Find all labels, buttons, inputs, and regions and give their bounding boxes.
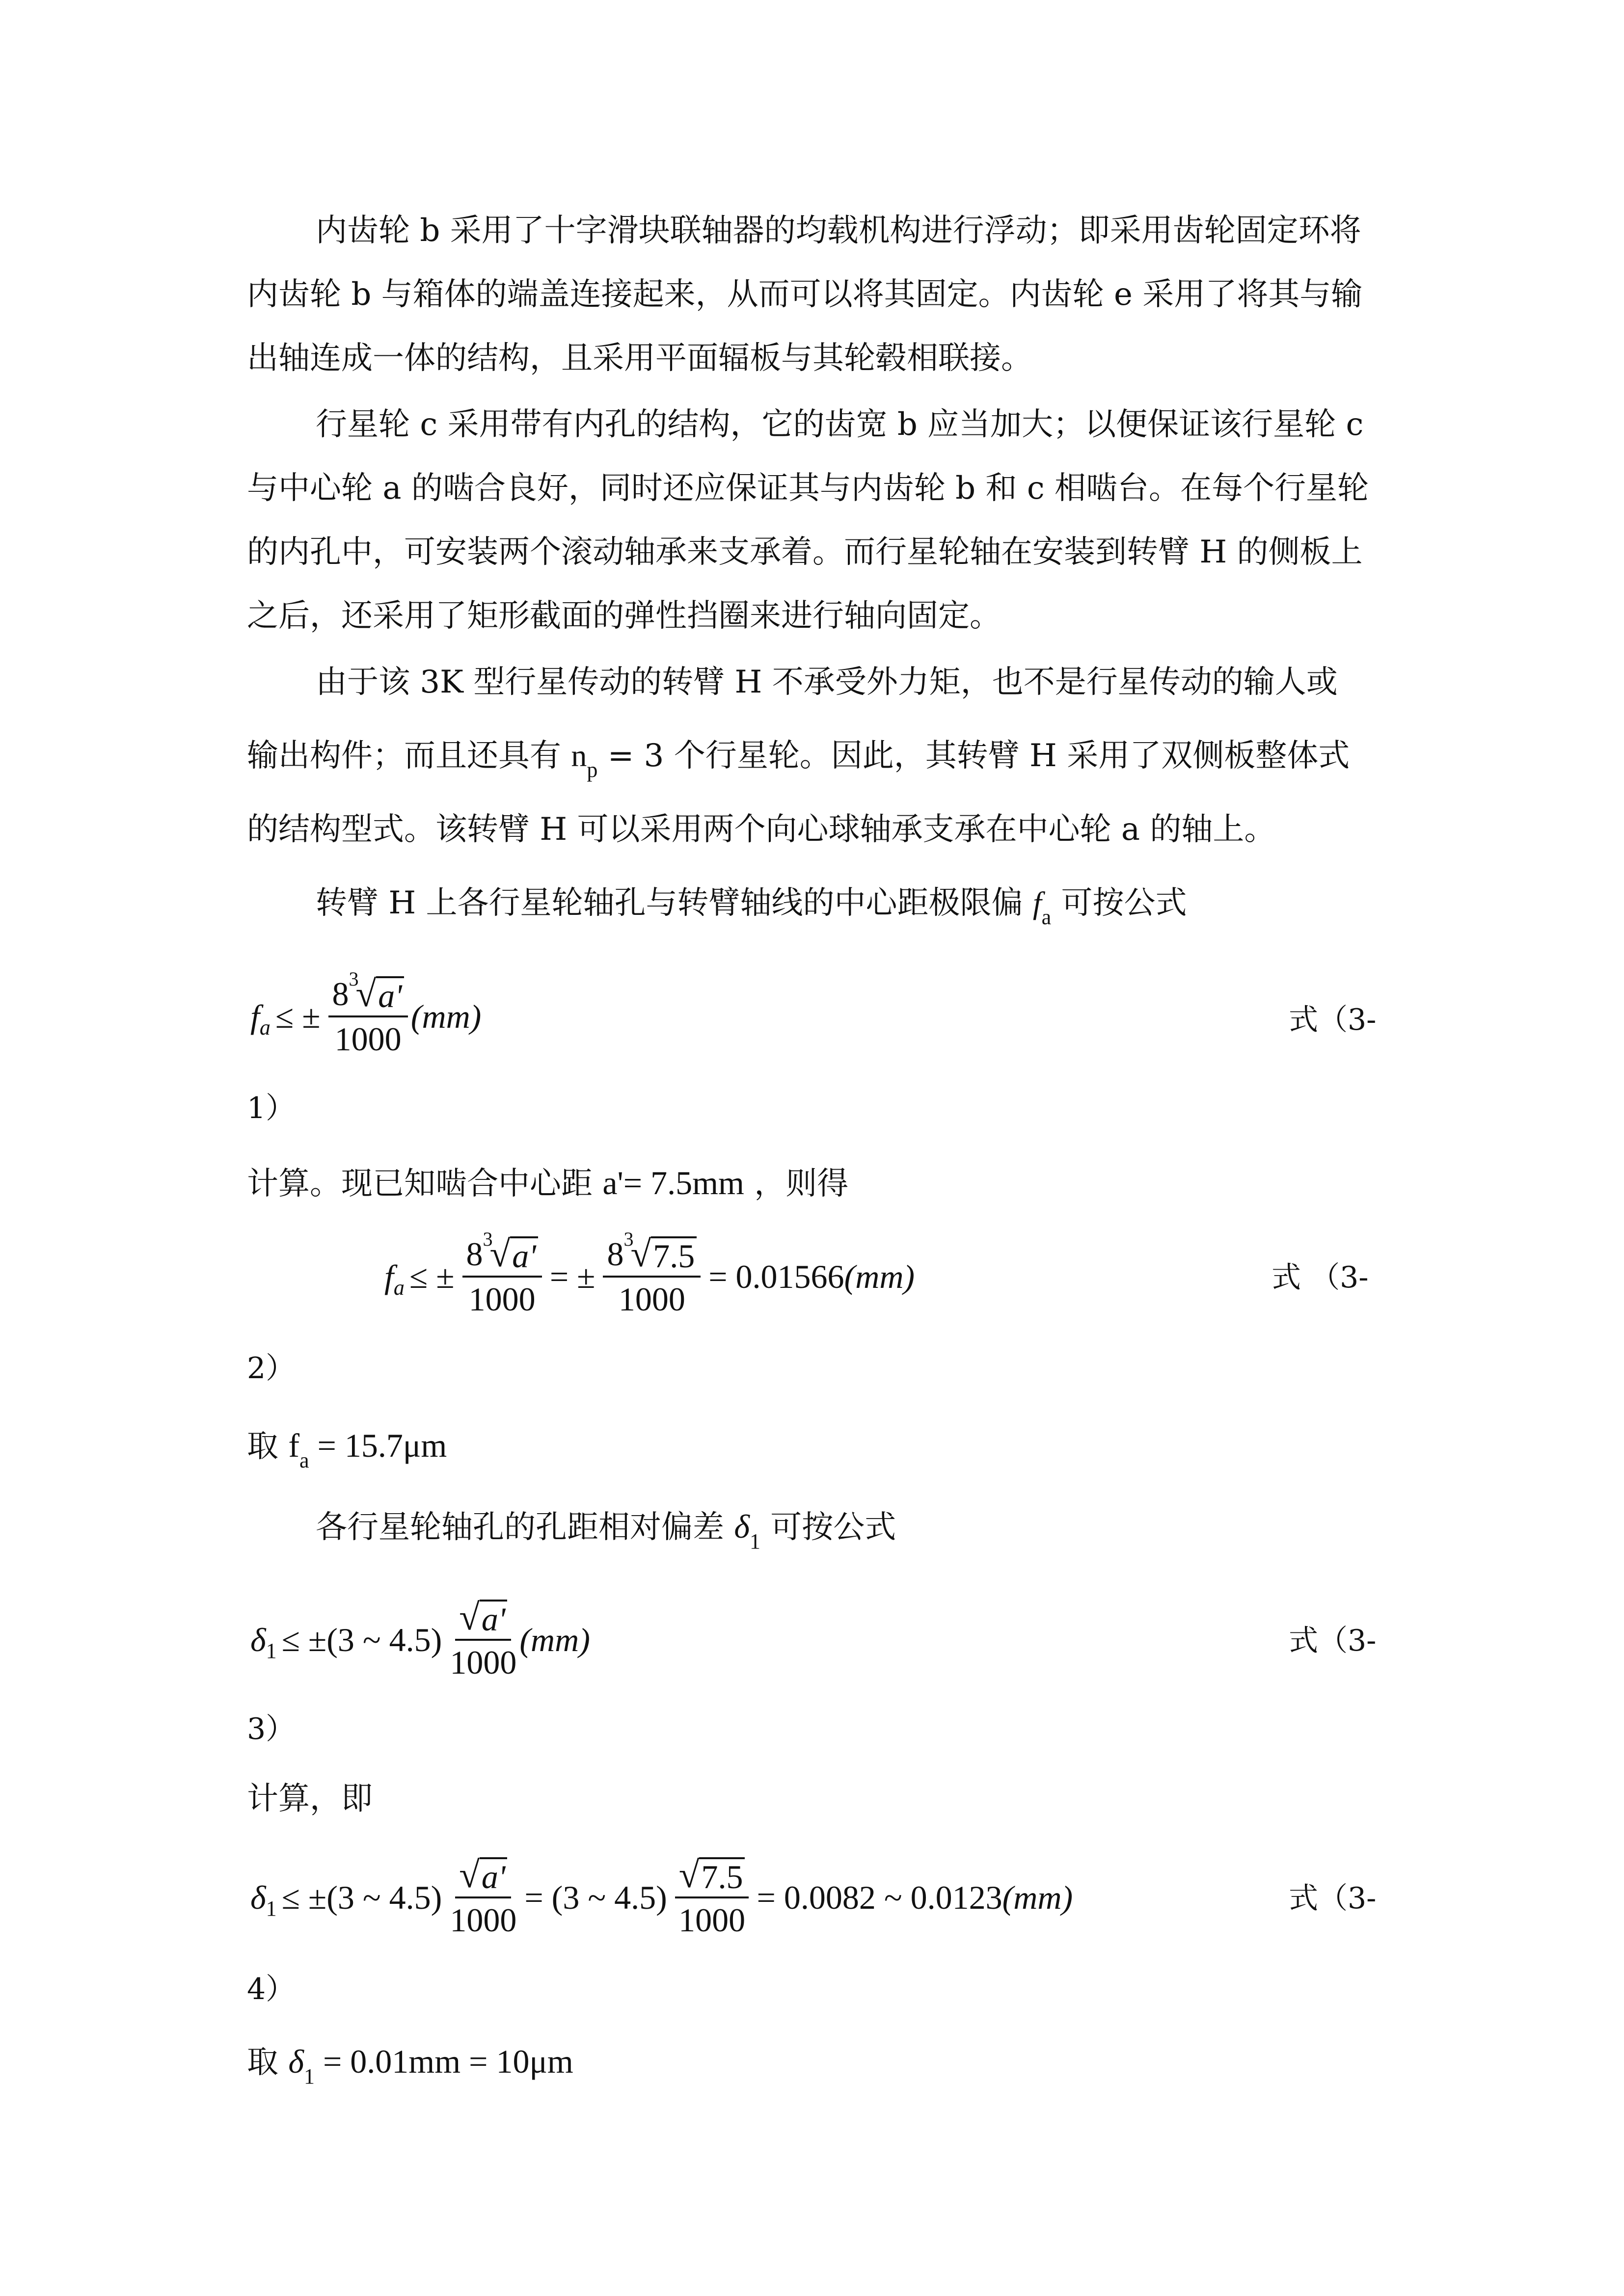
eq3-number-cont: 3） <box>247 1712 296 1746</box>
eq4-root-arg-2: 7.5 <box>699 1857 745 1895</box>
eq2-coef-1: 8 <box>466 1235 483 1273</box>
delta1-symbol <box>734 1508 760 1553</box>
eq1-root-index: 3 <box>349 968 359 990</box>
radical-sign: √ <box>489 1233 511 1275</box>
eq2-result: = 0.01566 <box>708 1257 844 1295</box>
eq2-fraction-1 <box>462 1228 542 1319</box>
eq4-numerator-1 <box>455 1855 511 1898</box>
take1-text: 取 <box>247 1428 278 1465</box>
paragraph-5-text-a: 各行星轮轴孔的孔距相对偏差 <box>316 1509 724 1546</box>
eq1-coef: 8 <box>332 975 349 1013</box>
radical-sign: √ <box>459 1854 480 1896</box>
eq2-root-arg-1: a' <box>510 1236 538 1274</box>
eq3-number: 式（3- <box>1289 1624 1377 1658</box>
eq3-sqrt <box>459 1598 507 1637</box>
calc1-text-a: 计算。现已知啮合中心距 <box>247 1166 593 1202</box>
paragraph-3-line-3: 的结构型式。该转臂 H 可以采用两个向心球轴承支承在中心轮 a 的轴上。 <box>247 811 1276 848</box>
eq1-numerator <box>328 968 408 1017</box>
eq3-numerator <box>455 1598 511 1641</box>
equation-3-4 <box>250 1855 1073 1940</box>
eq2-denominator-2: 1000 <box>618 1281 685 1318</box>
eq2-relation: ≤ ± <box>409 1257 455 1295</box>
paragraph-1: 内齿轮 b 采用了十字滑块联轴器的均载机构进行浮动；即采用齿轮固定环将内齿轮 b 与箱体的端盖连接起来，从而可以将其固定。内齿轮 e 采用了将其与输出轴连成一体的结构，且采用平面辐板与其轮毂相联接。 <box>247 213 1363 376</box>
take1-sym: f <box>288 1427 299 1464</box>
eq1-denominator: 1000 <box>334 1020 402 1058</box>
radical-sign: √ <box>355 973 377 1015</box>
paragraph-3-line-2 <box>247 731 1350 784</box>
paragraph-2: 行星轮 c 采用带有内孔的结构，它的齿宽 b 应当加大；以便保证该行星轮 c 与中心轮 a 的啮合良好，同时还应保证其与内齿轮 b 和 c 相啮台。在每个行星轮的内孔中，可安装两个滚动轴承来支承着。而行星轮轴在安装到转臂 H 的侧板上之后，还采用了矩形截面的弹性挡圈来进行轴向固定。 <box>247 406 1369 634</box>
eq1-fraction <box>328 968 408 1059</box>
take-delta1 <box>247 2037 573 2090</box>
radical-sign: √ <box>678 1854 700 1896</box>
equation-3-2 <box>384 1228 915 1319</box>
eq4-fraction-1 <box>450 1855 516 1940</box>
eq4-root-arg-1: a' <box>480 1857 508 1895</box>
eq2-lhs: f <box>384 1257 394 1295</box>
eq1-relation: ≤ ± <box>275 997 321 1035</box>
eq1-unit: (mm) <box>410 997 482 1035</box>
take2-expression <box>288 2043 573 2088</box>
eq4-mid: = (3 ~ 4.5) <box>524 1878 667 1916</box>
eq1-cube-root <box>349 968 404 1015</box>
paragraph-5-text-b: 可按公式 <box>770 1509 896 1546</box>
np-subscript: p <box>587 758 598 782</box>
eq4-lhs-sub: 1 <box>266 1896 277 1921</box>
eq2-cube-root-1 <box>483 1228 538 1275</box>
eq2-root-index-2: 3 <box>623 1228 634 1250</box>
eq4-denominator-2: 1000 <box>678 1901 746 1939</box>
calc1-text-b: ，则得 <box>754 1166 849 1202</box>
paragraph-3-text-a: 输出构件；而且还具有 <box>247 738 561 774</box>
fa-subscript: a <box>1041 905 1052 929</box>
take1-expression <box>288 1427 447 1472</box>
take1-value: = 15.7μm <box>317 1427 447 1464</box>
paragraph-4-text-a: 转臂 H 上各行星轮轴孔与转臂轴线的中心距极限偏 <box>316 885 1023 921</box>
eq2-cube-root-2 <box>623 1228 697 1275</box>
take2-text: 取 <box>247 2044 278 2081</box>
planet-count-symbol <box>571 738 598 782</box>
radical-sign: √ <box>630 1233 651 1275</box>
paragraph-3-text-b: = 3 个行星轮。因此，其转臂 H 采用了双侧板整体式 <box>607 738 1350 774</box>
calc-sentence-2: 计算，即 <box>247 1781 373 1817</box>
eq2-numerator-2 <box>603 1228 701 1278</box>
eq2-number: 式 （3- <box>1272 1260 1369 1295</box>
fa-letter: f <box>1032 885 1042 920</box>
eq3-lhs-sub: 1 <box>266 1638 277 1663</box>
calc-sentence-1 <box>247 1158 848 1208</box>
eq3-lhs: δ <box>250 1621 266 1658</box>
np-symbol: n <box>571 738 587 773</box>
eq4-number-cont: 4） <box>247 1972 296 2006</box>
eq2-numerator-1 <box>462 1228 542 1278</box>
eq4-result: = 0.0082 ~ 0.0123 <box>757 1878 1002 1916</box>
paragraph-4-text-b: 可按公式 <box>1061 885 1187 921</box>
eq4-unit: (mm) <box>1002 1878 1073 1916</box>
eq3-fraction <box>450 1598 516 1682</box>
paragraph-3-line-1: 由于该 3K 型行星传动的转臂 H 不承受外力矩，也不是行星传动的输人或 <box>316 664 1338 700</box>
eq2-equals-1: = ± <box>549 1257 595 1295</box>
paragraph-4 <box>316 879 1187 931</box>
eq1-lhs-sub: a <box>259 1015 271 1040</box>
eq3-root-arg: a' <box>480 1600 508 1637</box>
eq2-root-index-1: 3 <box>483 1228 493 1250</box>
take2-sub: 1 <box>303 2064 315 2088</box>
take-fa <box>247 1421 447 1474</box>
eq2-root-arg-2: 7.5 <box>651 1236 697 1274</box>
take2-sym: δ <box>288 2043 304 2080</box>
eq4-lhs: δ <box>250 1878 266 1916</box>
eq1-number-cont: 1） <box>247 1091 296 1125</box>
eq4-denominator-1: 1000 <box>450 1901 517 1939</box>
eq2-number-cont: 2） <box>247 1351 296 1386</box>
take1-sub: a <box>299 1448 309 1472</box>
eq2-fraction-2 <box>603 1228 701 1319</box>
take2-value: = 0.01mm = 10μm <box>323 2043 573 2080</box>
eq1-number: 式（3- <box>1289 1003 1377 1037</box>
fa-symbol <box>1032 885 1052 929</box>
eq4-sqrt-1 <box>459 1855 507 1895</box>
eq1-lhs: f <box>250 997 260 1035</box>
equation-3-1 <box>250 968 482 1059</box>
eq3-denominator: 1000 <box>450 1644 517 1681</box>
eq2-coef-2: 8 <box>607 1235 624 1273</box>
eq1-root-arg: a' <box>376 976 404 1014</box>
center-distance-value: a'= 7.5mm <box>602 1164 744 1201</box>
equation-3-3 <box>250 1598 590 1682</box>
eq2-denominator-1: 1000 <box>468 1281 536 1318</box>
eq4-numerator-2 <box>675 1855 749 1898</box>
eq4-number: 式（3- <box>1289 1881 1377 1916</box>
radical-sign: √ <box>459 1597 480 1638</box>
eq4-relation: ≤ ±(3 ~ 4.5) <box>281 1878 442 1916</box>
eq4-fraction-2 <box>675 1855 749 1940</box>
eq3-relation: ≤ ±(3 ~ 4.5) <box>281 1621 442 1658</box>
eq4-sqrt-2 <box>679 1855 745 1895</box>
delta-letter: δ <box>734 1508 750 1545</box>
eq3-unit: (mm) <box>519 1621 590 1658</box>
paragraph-5 <box>316 1502 896 1555</box>
eq2-unit: (mm) <box>844 1257 915 1295</box>
delta-subscript: 1 <box>749 1529 760 1553</box>
eq2-lhs-sub: a <box>393 1275 405 1300</box>
